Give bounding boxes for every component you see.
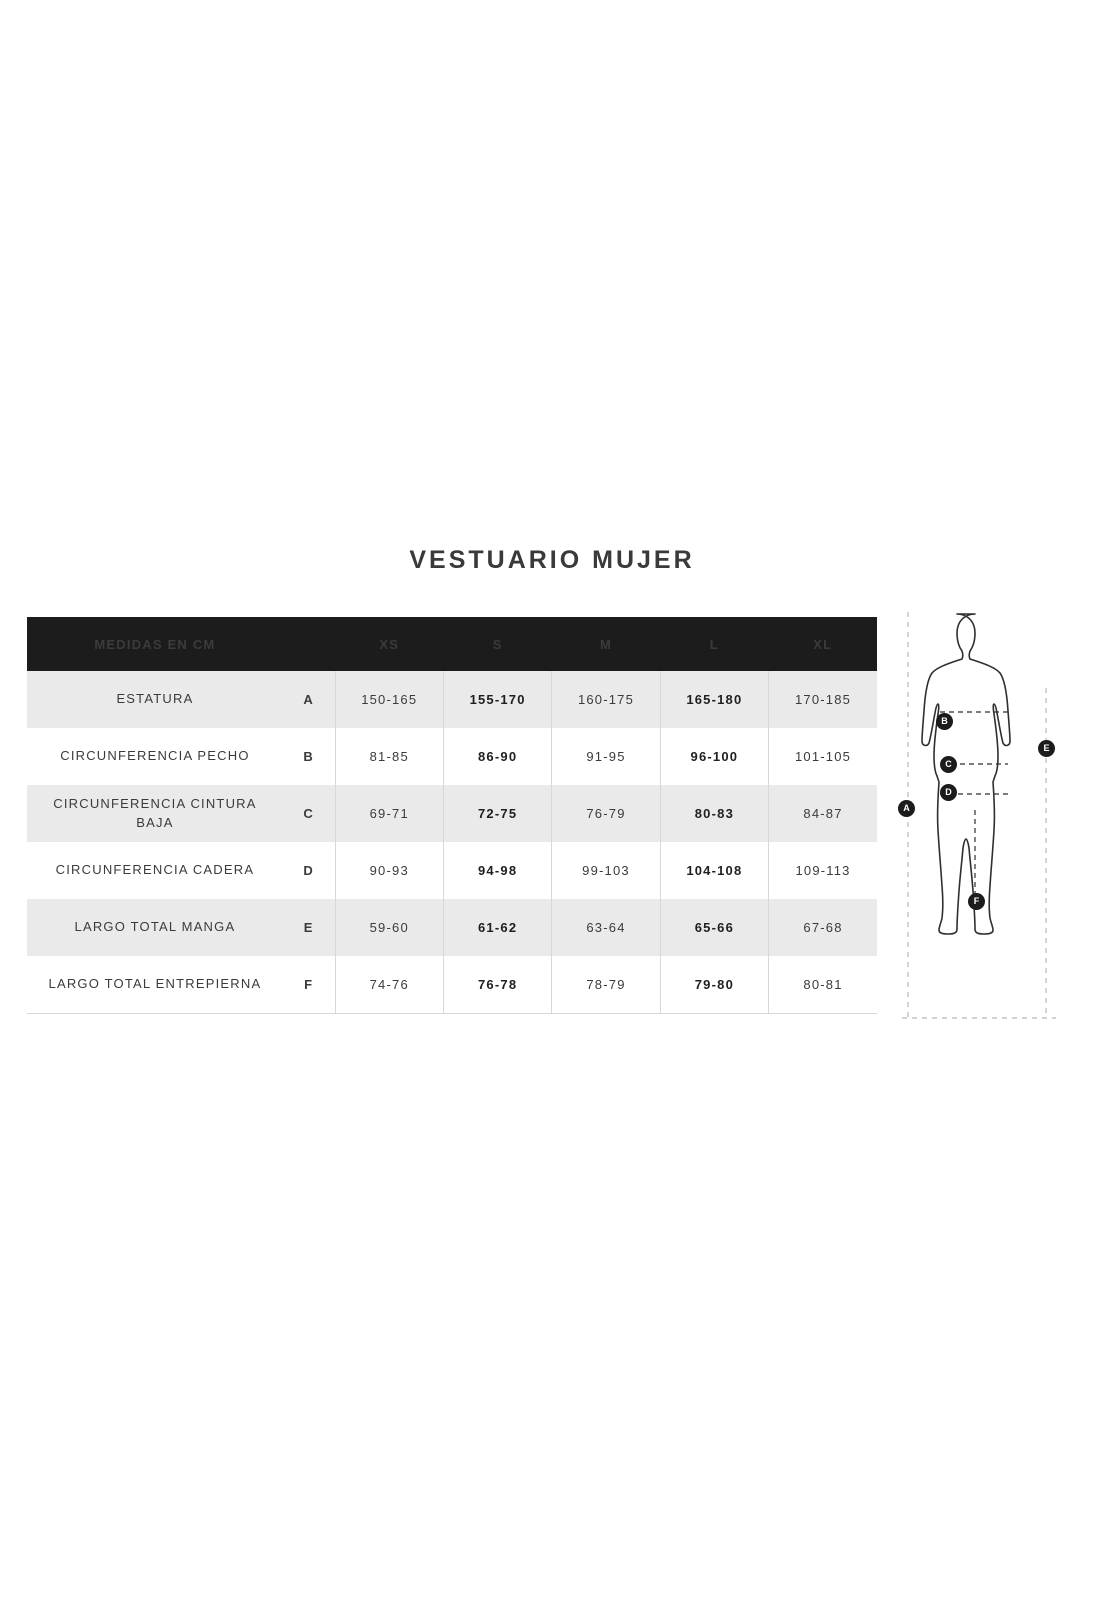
row-letter: E	[283, 899, 335, 956]
cell-l: 165-180	[660, 671, 768, 728]
row-letter: D	[283, 842, 335, 899]
cell-xl: 101-105	[769, 728, 877, 785]
row-letter: C	[283, 785, 335, 842]
cell-xl: 109-113	[769, 842, 877, 899]
table-row	[27, 671, 877, 728]
marker-b: B	[936, 713, 953, 730]
marker-f: F	[968, 893, 985, 910]
header-size-s: S	[443, 617, 551, 671]
header-size-l: L	[660, 617, 768, 671]
row-letter: F	[283, 956, 335, 1014]
cell-l: 80-83	[660, 785, 768, 842]
row-letter: A	[283, 671, 335, 728]
page-title: VESTUARIO MUJER	[409, 546, 695, 574]
cell-xs: 150-165	[335, 671, 443, 728]
cell-xl: 170-185	[769, 671, 877, 728]
row-label: ESTATURA	[27, 671, 283, 728]
table-row	[27, 956, 877, 1014]
cell-xs: 90-93	[335, 842, 443, 899]
cell-s: 61-62	[443, 899, 551, 956]
cell-l: 79-80	[660, 956, 768, 1014]
cell-l: 65-66	[660, 899, 768, 956]
header-size-xs: XS	[335, 617, 443, 671]
cell-xl: 67-68	[769, 899, 877, 956]
cell-xs: 69-71	[335, 785, 443, 842]
body-diagram	[880, 600, 1080, 1030]
cell-m: 91-95	[552, 728, 660, 785]
cell-s: 72-75	[443, 785, 551, 842]
marker-e: E	[1038, 740, 1055, 757]
size-table	[27, 617, 877, 1014]
header-size-xl: XL	[769, 617, 877, 671]
row-letter: B	[283, 728, 335, 785]
row-label: LARGO TOTAL ENTREPIERNA	[27, 956, 283, 1014]
cell-s: 76-78	[443, 956, 551, 1014]
cell-xl: 80-81	[769, 956, 877, 1014]
cell-s: 155-170	[443, 671, 551, 728]
header-letter	[283, 617, 335, 671]
cell-m: 99-103	[552, 842, 660, 899]
table-header	[27, 617, 877, 671]
header-size-m: M	[552, 617, 660, 671]
cell-s: 94-98	[443, 842, 551, 899]
cell-m: 160-175	[552, 671, 660, 728]
row-label: CIRCUNFERENCIA CINTURA BAJA	[27, 785, 283, 842]
cell-s: 86-90	[443, 728, 551, 785]
header-measures: MEDIDAS EN CM	[27, 617, 283, 671]
cell-l: 104-108	[660, 842, 768, 899]
table-body	[27, 671, 877, 1014]
row-label: LARGO TOTAL MANGA	[27, 899, 283, 956]
table-row	[27, 842, 877, 899]
row-label: CIRCUNFERENCIA PECHO	[27, 728, 283, 785]
cell-xl: 84-87	[769, 785, 877, 842]
cell-m: 76-79	[552, 785, 660, 842]
header-row	[27, 617, 877, 671]
marker-c: C	[940, 756, 957, 773]
marker-d: D	[940, 784, 957, 801]
cell-l: 96-100	[660, 728, 768, 785]
cell-xs: 59-60	[335, 899, 443, 956]
cell-m: 63-64	[552, 899, 660, 956]
marker-a: A	[898, 800, 915, 817]
table-row	[27, 899, 877, 956]
cell-xs: 81-85	[335, 728, 443, 785]
row-label: CIRCUNFERENCIA CADERA	[27, 842, 283, 899]
cell-xs: 74-76	[335, 956, 443, 1014]
table-row	[27, 785, 877, 842]
table-row	[27, 728, 877, 785]
cell-m: 78-79	[552, 956, 660, 1014]
